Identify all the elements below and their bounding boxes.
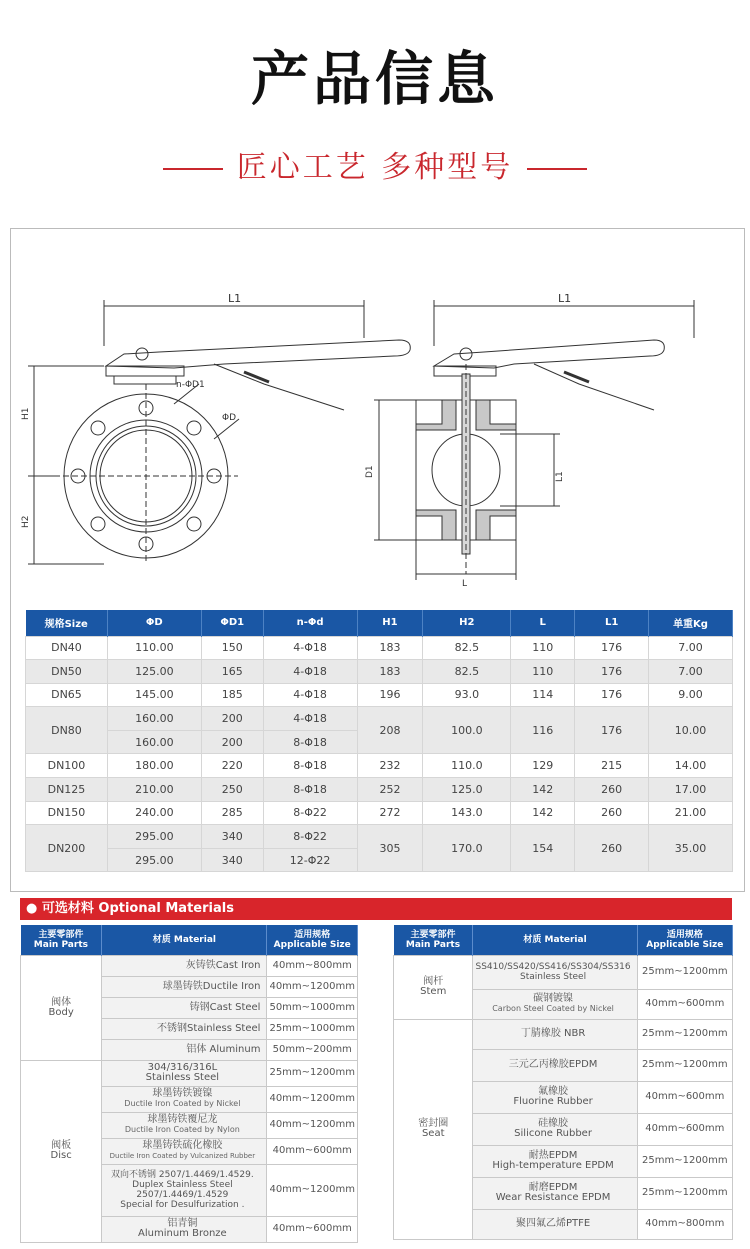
table-cell: 215 [575, 754, 649, 778]
table-cell: 100.0 [423, 707, 511, 754]
th-h2: H2 [423, 610, 511, 636]
right-rule [527, 168, 587, 170]
table-cell: 340 [201, 825, 263, 849]
materials-header-row [394, 925, 733, 955]
table-cell: 260 [575, 825, 649, 872]
table-cell: 176 [575, 683, 649, 707]
materials-table-left [20, 925, 358, 1243]
table-cell: 82.5 [423, 636, 511, 660]
table-cell: 25mm~1200mm [637, 955, 732, 989]
table-cell: 185 [201, 683, 263, 707]
text: 碳钢镀镍 [533, 993, 574, 1004]
table-cell: 142 [511, 801, 575, 825]
table-cell: 340 [201, 848, 263, 872]
table-cell: 154 [511, 825, 575, 872]
table-cell: 4-Φ18 [263, 683, 357, 707]
table-row [26, 778, 733, 802]
table-cell [102, 1138, 267, 1164]
th-size: 规格Size [26, 610, 108, 636]
text: Main Parts [405, 939, 461, 950]
table-cell: 208 [357, 707, 423, 754]
table-cell: 176 [575, 660, 649, 684]
table-cell: 142 [511, 778, 575, 802]
text: Applicable Size [646, 939, 724, 950]
text: Applicable Size [273, 939, 351, 950]
text: Ductile Iron Coated by Nylon [124, 1125, 240, 1134]
table-cell: 25mm~1000mm [267, 1018, 358, 1039]
table-cell: 93.0 [423, 683, 511, 707]
table-cell: 260 [575, 778, 649, 802]
table-cell: 聚四氟乙烯PTFE [473, 1209, 637, 1239]
table-cell [102, 1164, 267, 1216]
table-cell: 8-Φ22 [263, 825, 357, 849]
label-l-bottom: L [462, 579, 468, 589]
text [394, 955, 733, 989]
header-cell [637, 925, 732, 955]
table-cell [102, 1112, 267, 1138]
text [394, 1019, 733, 1049]
table-cell: DN50 [26, 660, 108, 684]
table-cell: 9.00 [649, 683, 733, 707]
table-cell: 183 [357, 636, 423, 660]
subtitle-text: 匠心工艺 多种型号 [236, 150, 514, 185]
table-cell: 210.00 [107, 778, 201, 802]
label-l1-right: L1 [558, 292, 572, 305]
spec-table [25, 610, 733, 872]
materials-header-row [21, 925, 358, 955]
table-cell: 40mm~1200mm [267, 1112, 358, 1138]
table-cell: 灰铸铁Cast Iron [102, 955, 267, 976]
table-cell: 50mm~200mm [267, 1039, 358, 1060]
table-cell: 114 [511, 683, 575, 707]
handle-shape [106, 340, 410, 368]
th-nd: n-Φd [263, 610, 357, 636]
table-cell: 165 [201, 660, 263, 684]
table-cell: 50mm~1000mm [267, 997, 358, 1018]
table-row [26, 801, 733, 825]
header-cell [21, 925, 102, 955]
text: 适用规格 [666, 929, 703, 940]
table-cell: DN100 [26, 754, 108, 778]
label-h1: H1 [21, 407, 31, 420]
table-cell [21, 955, 102, 1060]
table-cell: 40mm~800mm [637, 1209, 732, 1239]
header-cell [394, 925, 473, 955]
text: 耐磨EPDM [528, 1182, 578, 1193]
table-cell: 铝体 Aluminum [102, 1039, 267, 1060]
text: Main Parts [33, 939, 88, 950]
table-cell: DN125 [26, 778, 108, 802]
table-cell: 40mm~600mm [637, 989, 732, 1019]
table-cell: DN80 [26, 707, 108, 754]
table-cell: 铸钢Cast Steel [102, 997, 267, 1018]
table-cell [102, 1216, 267, 1242]
table-cell: 110 [511, 636, 575, 660]
table-cell [102, 1086, 267, 1112]
table-cell [473, 1177, 637, 1209]
table-cell: 110 [511, 660, 575, 684]
header-cell [267, 925, 358, 955]
table-cell: 40mm~600mm [267, 1216, 358, 1242]
table-cell: 150 [201, 636, 263, 660]
label-l1-vert: L1 [555, 471, 565, 482]
table-cell: 40mm~600mm [637, 1113, 732, 1145]
table-cell: 7.00 [649, 636, 733, 660]
text: 双向不锈钢 2507/1.4469/1.4529. [111, 1170, 254, 1180]
table-cell: 260 [575, 801, 649, 825]
text: 密封圈 [418, 1118, 449, 1129]
spec-header-row [26, 610, 733, 636]
table-cell: 295.00 [107, 825, 201, 849]
table-cell [102, 1060, 267, 1086]
table-cell: 25mm~1200mm [637, 1177, 732, 1209]
table-cell: 14.00 [649, 754, 733, 778]
label-nd1: n-ΦD1 [176, 380, 205, 390]
text: 硅橡胶 [538, 1118, 569, 1129]
th-d1: ΦD1 [201, 610, 263, 636]
table-cell: 8-Φ18 [263, 730, 357, 754]
table-cell: 40mm~1200mm [267, 976, 358, 997]
table-row [26, 636, 733, 660]
table-cell: 不锈钢Stainless Steel [102, 1018, 267, 1039]
text: SS410/SS420/SS416/SS304/SS316 [475, 962, 631, 972]
table-cell: 252 [357, 778, 423, 802]
table-cell: DN200 [26, 825, 108, 872]
table-cell: 三元乙丙橡胶EPDM [473, 1049, 637, 1081]
th-h1: H1 [357, 610, 423, 636]
table-cell: 240.00 [107, 801, 201, 825]
text: Special for Desulfurization . [120, 1200, 245, 1210]
text: Disc [50, 1150, 72, 1161]
text: Silicone Rubber [514, 1128, 592, 1139]
table-cell: 40mm~600mm [267, 1138, 358, 1164]
table-cell: 285 [201, 801, 263, 825]
optional-materials-bar: ● 可选材料 Optional Materials [20, 898, 732, 920]
table-cell: 250 [201, 778, 263, 802]
table-cell: 176 [575, 707, 649, 754]
text: 主要零部件 [410, 929, 456, 940]
table-cell: 40mm~800mm [267, 955, 358, 976]
table-cell: 305 [357, 825, 423, 872]
table-cell: 272 [357, 801, 423, 825]
text: 球墨铸铁覆尼龙 [147, 1114, 218, 1125]
table-cell: 160.00 [107, 730, 201, 754]
text: Duplex Stainless Steel [132, 1180, 233, 1190]
table-cell: 145.00 [107, 683, 201, 707]
table-cell: 116 [511, 707, 575, 754]
text: Ductile Iron Coated by Nickel [124, 1099, 241, 1108]
th-d: ΦD [107, 610, 201, 636]
text: Body [48, 1006, 74, 1018]
text: Seat [421, 1128, 445, 1139]
table-cell [473, 1081, 637, 1113]
table-cell: 160.00 [107, 707, 201, 731]
table-cell: 170.0 [423, 825, 511, 872]
table-cell: 196 [357, 683, 423, 707]
table-row [26, 825, 733, 849]
table-cell: DN65 [26, 683, 108, 707]
text: Wear Resistance EPDM [495, 1192, 611, 1203]
table-cell: 183 [357, 660, 423, 684]
table-cell: 220 [201, 754, 263, 778]
text: Stem [420, 986, 447, 997]
table-cell: 176 [575, 636, 649, 660]
table-cell: DN150 [26, 801, 108, 825]
page-subtitle [0, 142, 750, 186]
text: High-temperature EPDM [492, 1160, 614, 1171]
table-cell: 40mm~600mm [637, 1081, 732, 1113]
table-cell: 200 [201, 707, 263, 731]
text: Stainless Steel [145, 1072, 220, 1083]
header-cell: 材质 Material [473, 925, 637, 955]
table-cell: 25mm~1200mm [637, 1049, 732, 1081]
text: 阀杆 [423, 976, 444, 987]
table-cell: 295.00 [107, 848, 201, 872]
label-l1-left: L1 [228, 292, 242, 305]
table-cell [473, 1145, 637, 1177]
left-rule [163, 168, 223, 170]
text: 球墨铸铁硫化橡胶 [142, 1140, 223, 1151]
th-kg: 单重Kg [649, 610, 733, 636]
label-h2: H2 [21, 515, 31, 528]
table-row [26, 754, 733, 778]
table-cell: 丁腈橡胶 NBR [473, 1019, 637, 1049]
table-cell [394, 1019, 473, 1239]
table-cell: 110.0 [423, 754, 511, 778]
table-cell: 25mm~1200mm [267, 1060, 358, 1086]
label-d1: D1 [365, 465, 375, 478]
table-cell: 8-Φ22 [263, 801, 357, 825]
th-l1: L1 [575, 610, 649, 636]
label-d: ΦD [222, 413, 237, 423]
table-cell: 球墨铸铁Ductile Iron [102, 976, 267, 997]
text: 耐热EPDM [528, 1150, 578, 1161]
table-cell: 8-Φ18 [263, 754, 357, 778]
table-cell: 7.00 [649, 660, 733, 684]
table-row [26, 683, 733, 707]
table-cell: 40mm~1200mm [267, 1086, 358, 1112]
text: 适用规格 [294, 929, 331, 940]
table-cell [473, 989, 637, 1019]
text: 阀板 [51, 1140, 72, 1151]
text: 主要零部件 [38, 929, 84, 940]
table-cell: 40mm~1200mm [267, 1164, 358, 1216]
table-cell: 82.5 [423, 660, 511, 684]
table-cell: 4-Φ18 [263, 707, 357, 731]
text: 阀体 [51, 996, 72, 1008]
table-cell: 200 [201, 730, 263, 754]
table-row [26, 707, 733, 731]
table-cell: 35.00 [649, 825, 733, 872]
text: 2507/1.4469/1.4529 [136, 1190, 229, 1200]
text: Fluorine Rubber [513, 1096, 593, 1107]
page-title: 产品信息 [250, 45, 499, 113]
table-cell: 17.00 [649, 778, 733, 802]
table-cell: 12-Φ22 [263, 848, 357, 872]
table-cell: DN40 [26, 636, 108, 660]
text: Ductile Iron Coated by Vulcanized Rubber [109, 1152, 256, 1160]
table-cell: 180.00 [107, 754, 201, 778]
text: 氟橡胶 [538, 1086, 569, 1097]
table-cell: 232 [357, 754, 423, 778]
text: Aluminum Bronze [138, 1228, 227, 1239]
table-row [26, 660, 733, 684]
table-cell: 21.00 [649, 801, 733, 825]
text: 铝青铜 [167, 1218, 198, 1229]
table-cell: 8-Φ18 [263, 778, 357, 802]
table-cell [473, 955, 637, 989]
table-cell: 25mm~1200mm [637, 1145, 732, 1177]
table-cell [21, 1060, 102, 1242]
table-cell: 110.00 [107, 636, 201, 660]
table-cell: 25mm~1200mm [637, 1019, 732, 1049]
text: Stainless Steel [520, 972, 587, 982]
table-cell [473, 1113, 637, 1145]
table-cell: 129 [511, 754, 575, 778]
materials-table-right [393, 925, 733, 1240]
table-cell: 4-Φ18 [263, 660, 357, 684]
text: 304/316/316L [147, 1062, 218, 1073]
table-cell: 125.0 [423, 778, 511, 802]
valve-technical-drawing [14, 234, 742, 606]
table-cell: 10.00 [649, 707, 733, 754]
table-cell: 4-Φ18 [263, 636, 357, 660]
th-l: L [511, 610, 575, 636]
table-cell [394, 955, 473, 1019]
table-cell: 143.0 [423, 801, 511, 825]
text: 球墨铸铁镀镍 [152, 1088, 213, 1099]
table-cell: 125.00 [107, 660, 201, 684]
text [21, 1060, 358, 1086]
text [21, 955, 358, 976]
header-cell: 材质 Material [102, 925, 267, 955]
text: Carbon Steel Coated by Nickel [492, 1004, 614, 1013]
